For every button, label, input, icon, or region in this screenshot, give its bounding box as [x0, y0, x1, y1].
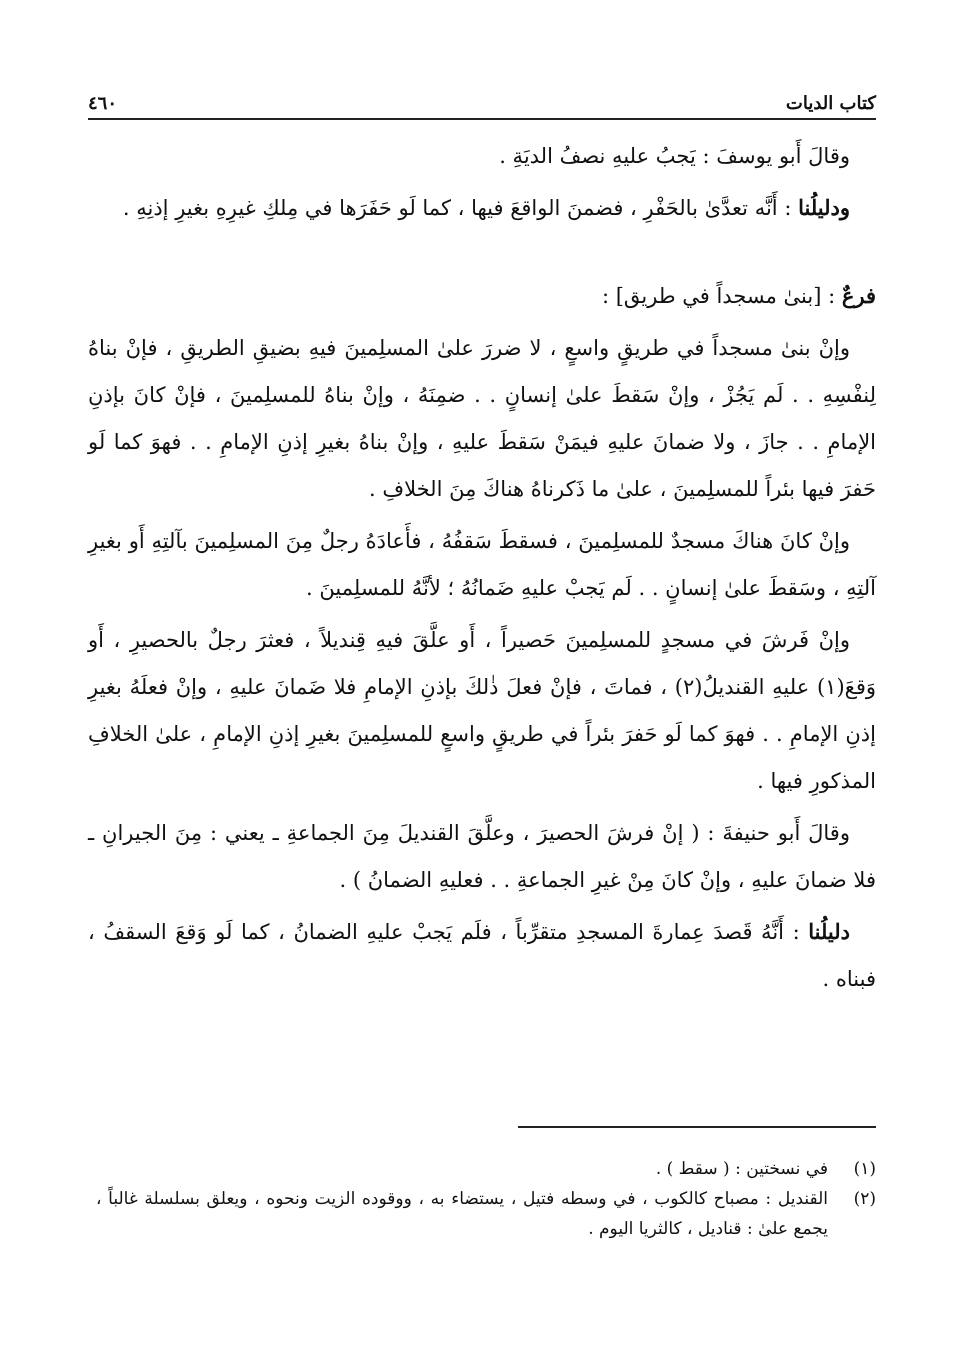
page-number: ٤٦٠ — [88, 93, 118, 114]
page-header — [88, 78, 876, 114]
paragraph-text: وإنْ بنىٰ مسجداً في طريقٍ واسعٍ ، لا ضررَ علىٰ المسلِمينَ فيهِ بضيقِ الطريقِ ، فإنْ بناهُ لِنفْسِهِ . . لَم يَجُزْ ، وإنْ سَقطَ علىٰ إنسانٍ . . ضمِنَهُ ، وإنْ بناهُ للمسلِمينَ ، فإنْ كانَ بإذنِ الإمامِ . . جازَ ، ولا ضمانَ عليهِ فيمَنْ سَقطَ عليهِ ، وإنْ بناهُ بغيرِ إذنِ الإمامِ . . فهوَ كما لَو حَفرَ فيها بئراً للمسلِمينَ ، علىٰ ما ذَكرناهُ هناكَ مِنَ الخلافِ . — [88, 336, 876, 501]
footnote — [96, 1184, 876, 1244]
paragraph-lead: ودليلُنا — [798, 195, 850, 220]
paragraph-text: وقالَ أَبو يوسفَ : يَجبُ عليهِ نصفُ الديَةِ . — [499, 144, 850, 168]
footnote-number: (١) — [853, 1159, 876, 1179]
footnotes — [96, 1154, 876, 1244]
paragraph — [88, 517, 876, 612]
section-heading-text: : [بنىٰ مسجداً في طريق] : — [601, 284, 842, 308]
main-text — [88, 132, 876, 1007]
section-heading — [88, 272, 876, 320]
paragraph — [88, 132, 876, 180]
paragraph-lead: دليلُنا — [808, 919, 850, 944]
book-title: كتاب الديات — [785, 93, 876, 114]
paragraph — [88, 908, 876, 1003]
paragraph-text: : أَنَّه تعدَّىٰ بالحَفْرِ ، فضمنَ الواقعَ فيها ، كما لَو حَفَرَها في مِلكِ غيرِهِ بغيرِ إذنِهِ . — [122, 196, 799, 220]
section-heading-lead: فرعٌ — [841, 283, 876, 308]
paragraph — [88, 184, 876, 232]
footnote-text: القنديل : مصباح كالكوب ، في وسطه فتيل ، يستضاء به ، ووقوده الزيت ونحوه ، ويعلق بسلسلة غالباً ، يجمع علىٰ : قناديل ، كالثريا اليوم . — [96, 1189, 828, 1239]
paragraph — [88, 324, 876, 513]
paragraph-text: وقالَ أَبو حنيفةَ : ( إنْ فرشَ الحصيرَ ، وعلَّقَ القنديلَ مِنَ الجماعةِ ـ يعني : مِنَ الجيرانِ ـ فلا ضمانَ عليهِ ، وإنْ كانَ مِنْ غيرِ الجماعةِ . . فعليهِ الضمانُ ) . — [88, 821, 876, 892]
paragraph — [88, 616, 876, 805]
paragraph — [88, 809, 876, 904]
footnote-number: (٢) — [853, 1189, 876, 1209]
paragraph-text: : أَنَّهُ قَصدَ عِمارةَ المسجدِ متقرِّباً ، فلَم يَجبْ عليهِ الضمانُ ، كما لَو وَقعَ السقفُ ، فبناه . — [88, 920, 876, 991]
footnote-divider — [518, 1126, 876, 1128]
header-divider — [88, 118, 876, 120]
paragraph-text: وإنْ فَرشَ في مسجدٍ للمسلِمينَ حَصيراً ، أَو علَّقَ فيهِ قِنديلاً ، فعثرَ رجلٌ بالحصيرِ ، أَو وَقعَ(١) عليهِ القنديلُ(٢) ، فماتَ ، فإنْ فعلَ ذٰلكَ بإذنِ الإمامِ فلا ضَمانَ عليهِ ، وإنْ فعلَهُ بغيرِ إذنِ الإمامِ . . فهوَ كما لَو حَفرَ بئراً في طريقٍ واسعٍ للمسلِمينَ بغيرِ إذنِ الإمامِ ، علىٰ الخلافِ المذكورِ فيها . — [88, 628, 877, 793]
paragraph-text: وإنْ كانَ هناكَ مسجدٌ للمسلِمينَ ، فسقطَ سَقفُهُ ، فأَعادَهُ رجلٌ مِنَ المسلِمينَ بآلتِهِ أَو بغيرِ آلتِهِ ، وسَقطَ علىٰ إنسانٍ . . لَم يَجبْ عليهِ ضَمانُهُ ؛ لأنَّهُ للمسلِمينَ . — [88, 529, 876, 600]
footnote-text: في نسختين : ( سقط ) . — [655, 1159, 828, 1179]
footnote — [96, 1154, 876, 1184]
